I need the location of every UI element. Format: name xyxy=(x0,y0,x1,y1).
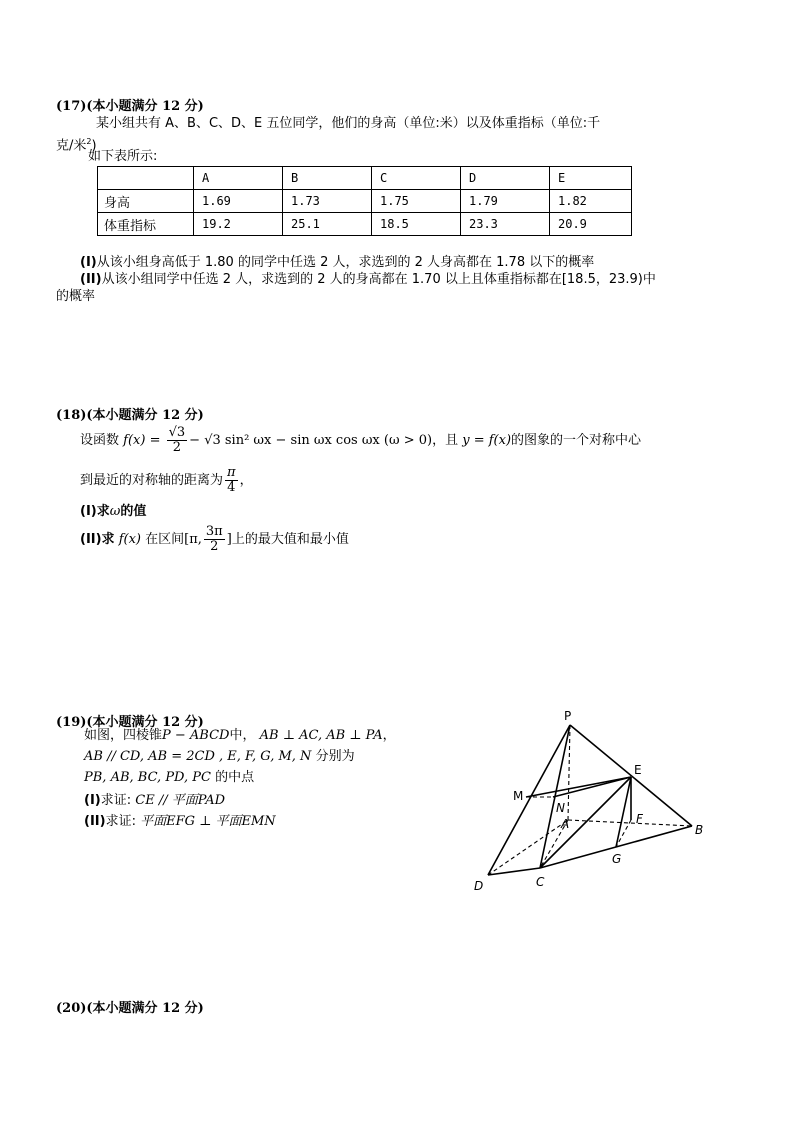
table-cell: 1.79 xyxy=(461,190,550,213)
label-D: D xyxy=(474,879,484,893)
label-A: A xyxy=(561,817,570,831)
q17-part1 xyxy=(80,254,594,272)
segment-ME xyxy=(526,777,631,797)
q17-part1-tag: (I) xyxy=(80,255,97,270)
q19-line3 xyxy=(84,769,254,787)
q18-part2-fx: f(x) xyxy=(118,532,141,547)
table-cell: 1.82 xyxy=(550,190,632,213)
q17-intro-line1: 某小组共有 A、B、C、D、E 五位同学，他们的身高（单位:米）以及体重指标（单位:千 xyxy=(96,116,601,131)
q18-line2-pre: 到最近的对称轴的距离为 xyxy=(80,473,224,488)
q19-part2-math: 平面EFG ⊥ 平面EMN xyxy=(140,814,276,829)
q18-part2 xyxy=(80,525,349,555)
q18-line1 xyxy=(80,426,641,456)
q18-interval-open: [π, xyxy=(184,532,202,547)
row-label: 身高 xyxy=(98,190,194,213)
table-header-cell: A xyxy=(194,167,283,190)
q18-interval-close: ] xyxy=(226,532,232,547)
q18-expression: − √3 sin² ωx − sin ωx cos ωx (ω > 0) xyxy=(189,433,433,448)
q20-header: (20)(本小题满分 12 分) xyxy=(56,1001,204,1016)
q19-part2 xyxy=(84,813,276,831)
q19-line2 xyxy=(84,748,355,766)
q18-part2-post: 上的最大值和最小值 xyxy=(231,532,349,547)
q19-line1-post: ， xyxy=(382,728,396,743)
q18-line2-post: ， xyxy=(239,473,253,488)
q18-interval-den: 2 xyxy=(210,539,219,554)
q19-line3-math: PB, AB, BC, PD, PC xyxy=(84,770,211,785)
table-cell: 23.3 xyxy=(461,213,550,236)
table-cell: 1.73 xyxy=(283,190,372,213)
q18-header: (18)(本小题满分 12 分) xyxy=(56,408,204,423)
q17-data-table xyxy=(97,166,632,236)
q18-line2 xyxy=(80,466,253,496)
q19-header: (19)(本小题满分 12 分) xyxy=(56,715,204,730)
q19-part1-math: CE // 平面PAD xyxy=(135,793,226,808)
edge-DA-hidden xyxy=(488,820,568,875)
q19-part1-pre: 求证: xyxy=(100,793,132,808)
table-cell: 20.9 xyxy=(550,213,632,236)
q17-part2 xyxy=(80,271,656,289)
q18-part2-mid: 在区间 xyxy=(145,532,185,547)
q18-fx: f(x) = xyxy=(123,433,161,448)
table-cell: 1.69 xyxy=(194,190,283,213)
q18-3pi-over-2 xyxy=(204,525,225,554)
q19-line3-post: 的中点 xyxy=(215,770,255,785)
table-header-cell: C xyxy=(372,167,461,190)
table-header-cell: B xyxy=(283,167,372,190)
q18-frac-den: 2 xyxy=(172,440,182,455)
q17-unit-sup: 2 xyxy=(86,137,92,146)
label-N: N xyxy=(556,801,565,815)
q19-part1-tag: (I) xyxy=(84,793,101,808)
q18-line1-pre: 设函数 xyxy=(80,433,120,448)
table-row xyxy=(98,213,632,236)
table-header-cell xyxy=(98,167,194,190)
q18-part2-tag: (II)求 xyxy=(80,532,115,547)
row-label: 体重指标 xyxy=(98,213,194,236)
q18-four: 4 xyxy=(227,480,236,495)
q18-part1-tag: (I)求 xyxy=(80,504,110,519)
q18-yfx: y = f(x) xyxy=(462,433,512,448)
table-cell: 1.75 xyxy=(372,190,461,213)
q17-intro-line3: 如下表所示: xyxy=(88,149,158,164)
edge-PD xyxy=(488,725,570,875)
q18-line1-post: 的图象的一个对称中心 xyxy=(511,433,642,448)
q18-pi: π xyxy=(227,465,236,480)
q18-part1 xyxy=(80,503,146,521)
q17-unit: 克/米 xyxy=(56,138,87,154)
q19-line1-pre: 如图，四棱锥 xyxy=(84,728,163,743)
q19-line2-math: AB // CD, AB = 2CD , E, F, G, M, N xyxy=(84,749,312,764)
label-E: E xyxy=(634,763,642,777)
q18-line1-mid: ，且 xyxy=(432,433,459,448)
q19-line1-math2: AB ⊥ AC, AB ⊥ PA xyxy=(259,728,383,743)
q19-line1-mid: 中， xyxy=(229,728,256,743)
q19-line2-post: 分别为 xyxy=(315,749,355,764)
table-cell: 19.2 xyxy=(194,213,283,236)
label-P: P xyxy=(564,709,572,723)
q17-unit-tail: ) xyxy=(91,138,97,154)
q18-3pi: 3π xyxy=(205,524,223,539)
q18-part1-post: 的值 xyxy=(120,504,147,519)
q17-part2-cont: 的概率 xyxy=(56,289,96,304)
q19-part1 xyxy=(84,792,225,810)
segment-EG xyxy=(616,777,631,847)
q19-part2-pre: 求证: xyxy=(105,814,136,829)
label-C: C xyxy=(536,875,545,889)
table-row xyxy=(98,190,632,213)
table-header-cell: E xyxy=(550,167,632,190)
q19-line1 xyxy=(84,727,396,745)
q17-part2-tag: (II) xyxy=(80,272,102,287)
q19-line1-math: P − ABCD xyxy=(162,728,230,743)
q18-omega: ω xyxy=(109,504,121,519)
label-G: G xyxy=(612,852,622,866)
label-F: F xyxy=(636,812,643,826)
q17-part1-text: 从该小组身高低于 1.80 的同学中任选 2 人，求选到的 2 人身高都在 1.78 以下的概率 xyxy=(96,255,595,270)
q18-sqrt3-over-2 xyxy=(167,426,188,455)
q19-part2-tag: (II) xyxy=(84,814,106,829)
table-cell: 18.5 xyxy=(372,213,461,236)
label-M: M xyxy=(513,789,524,803)
q18-frac-num: √3 xyxy=(168,425,186,440)
edge-PA-hidden xyxy=(568,725,570,820)
table-header-row xyxy=(98,167,632,190)
segment-NE xyxy=(553,777,631,797)
pyramid-figure xyxy=(460,700,720,900)
label-B: B xyxy=(695,823,704,837)
table-header-cell: D xyxy=(461,167,550,190)
q17-part2-text: 从该小组同学中任选 2 人，求选到的 2 人的身高都在 1.70 以上且体重指标都在[18.5，23.9)中 xyxy=(101,272,656,287)
q17-header: (17)(本小题满分 12 分) xyxy=(56,99,204,114)
q18-pi-over-4 xyxy=(225,466,238,495)
table-cell: 25.1 xyxy=(283,213,372,236)
